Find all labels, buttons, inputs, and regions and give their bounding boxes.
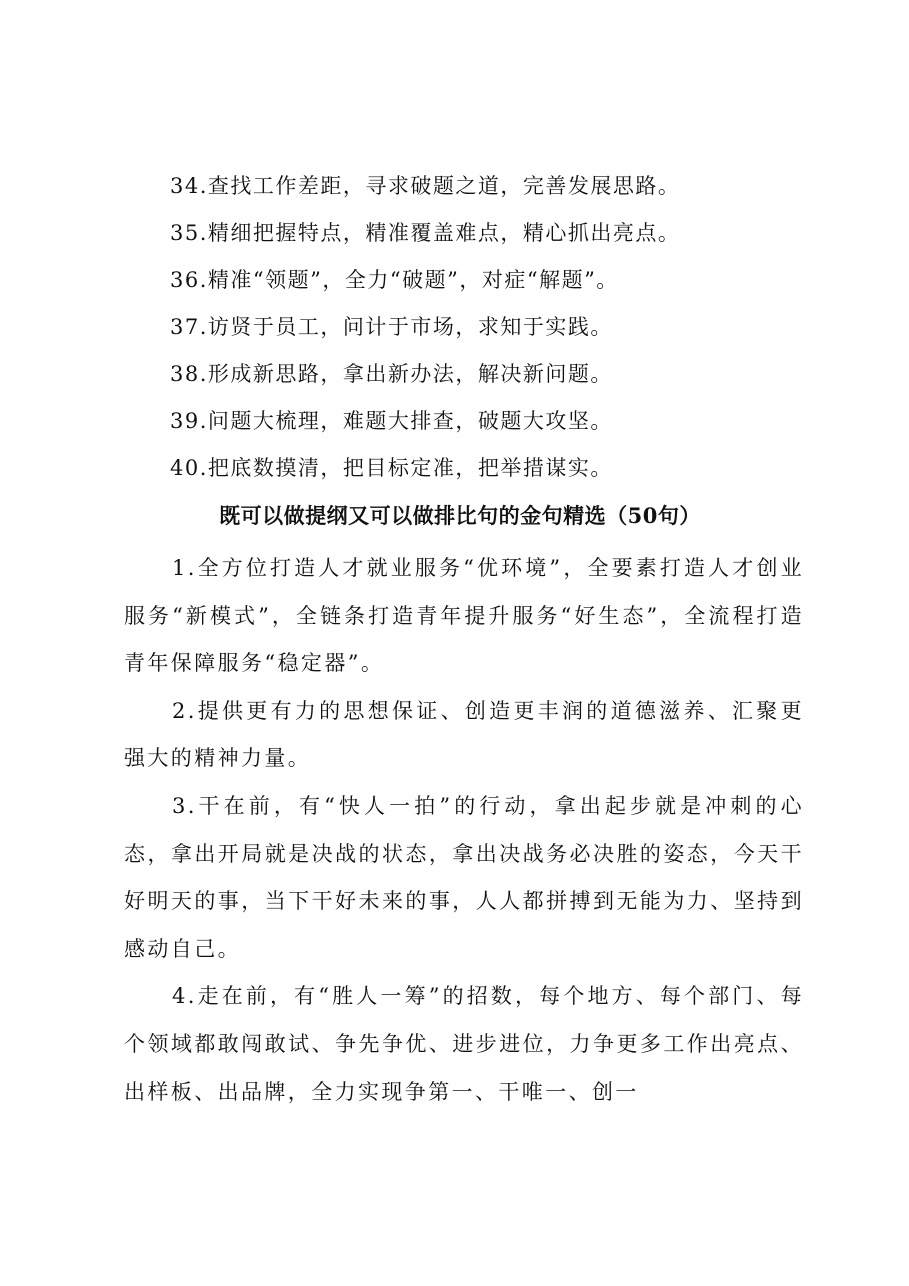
list-item: 38.形成新思路，拿出新办法，解决新问题。 (170, 362, 613, 386)
numbered-list (170, 166, 810, 495)
section-heading: 既可以做提纲又可以做排比句的金句精选（50句） (219, 503, 701, 528)
list-item: 40.把底数摸清，把目标定准，把举措谋实。 (170, 456, 613, 480)
list-item: 35.精细把握特点，精准覆盖难点，精心抓出亮点。 (170, 221, 681, 245)
list-item: 37.访贤于员工，问计于市场，求知于实践。 (170, 315, 613, 339)
paragraph-list (124, 545, 804, 1116)
list-item: 39.问题大梳理，难题大排查，破题大攻坚。 (170, 409, 613, 433)
paragraph: 2.提供更有力的思想保证、创造更丰润的道德滋养、汇聚更强大的精神力量。 (124, 698, 804, 771)
list-item: 34.查找工作差距，寻求破题之道，完善发展思路。 (170, 174, 681, 198)
paragraph: 3.干在前，有“快人一拍”的行动，拿出起步就是冲刺的心态，拿出开局就是决战的状态，拿出决战务必决胜的姿态，今天干好明天的事，当下干好未来的事，人人都拼搏到无能为力、坚持到感动自己。 (124, 793, 804, 961)
list-item: 36.精准“领题”，全力“破题”，对症“解题”。 (170, 268, 619, 292)
paragraph: 1.全方位打造人才就业服务“优环境”，全要素打造人才创业服务“新模式”，全链条打造青年提升服务“好生态”，全流程打造青年保障服务“稳定器”。 (124, 556, 804, 676)
paragraph: 4.走在前，有“胜人一筹”的招数，每个地方、每个部门、每个领域都敢闯敢试、争先争优、进步进位，力争更多工作出亮点、出样板、出品牌，全力实现争第一、干唯一、创一 (124, 984, 804, 1104)
